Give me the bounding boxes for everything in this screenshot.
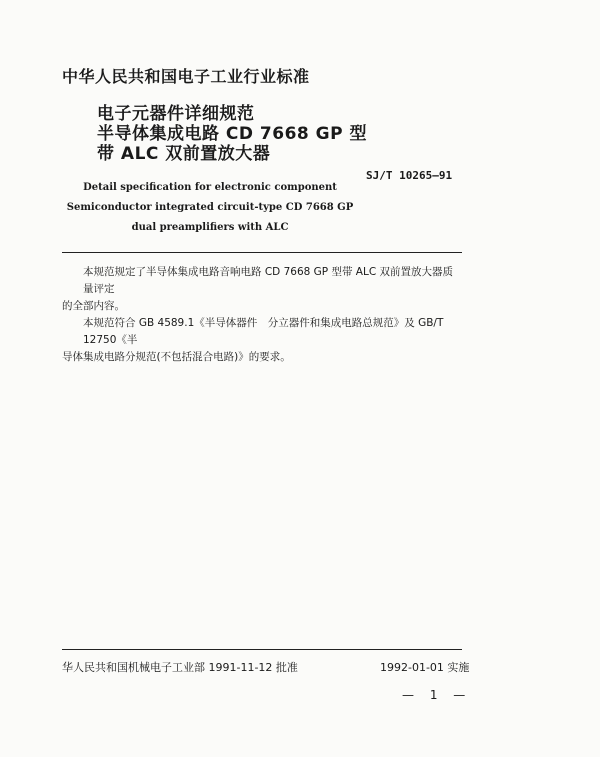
english-title-line-2: Semiconductor integrated circuit-type CD 7668 GP — [66, 202, 354, 213]
paragraph-2-line-2: 导体集成电路分规范(不包括混合电路)》的要求。 — [62, 351, 291, 363]
paragraph-1-line-2: 的全部内容。 — [62, 300, 125, 312]
page-number: — 1 — — [402, 688, 472, 702]
english-title — [60, 178, 360, 238]
standard-category-header: 中华人民共和国电子工业行业标准 — [62, 67, 310, 86]
document-title — [97, 104, 367, 164]
implementation-date: 1992-01-01 实施 — [380, 661, 470, 674]
paragraph-1 — [62, 264, 462, 315]
bottom-divider — [62, 649, 462, 650]
standard-number: SJ/T 10265—91 — [366, 169, 453, 182]
top-divider — [62, 252, 462, 253]
title-line-3: 带 ALC 双前置放大器 — [97, 144, 271, 164]
title-line-1: 电子元器件详细规范 — [97, 104, 255, 124]
approval-line: 华人民共和国机械电子工业部 1991-11-12 批准 — [62, 661, 298, 674]
english-title-line-1: Detail specification for electronic component — [83, 182, 337, 193]
title-line-2: 半导体集成电路 CD 7668 GP 型 — [97, 124, 367, 144]
paragraph-2 — [62, 315, 462, 366]
body-text — [62, 264, 462, 366]
english-title-line-3: dual preamplifiers with ALC — [131, 222, 289, 233]
paragraph-2-line-1: 本规范符合 GB 4589.1《半导体器件 分立器件和集成电路总规范》及 GB/T 12750《半 — [83, 317, 444, 346]
paragraph-1-line-1: 本规范规定了半导体集成电路音响电路 CD 7668 GP 型带 ALC 双前置放大器质量评定 — [83, 266, 453, 295]
